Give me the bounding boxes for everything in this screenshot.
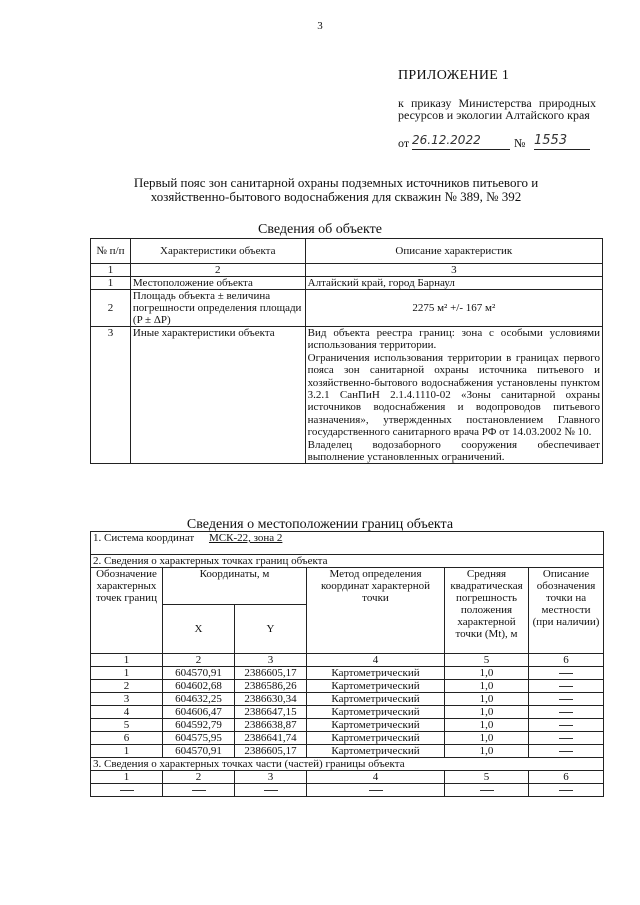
- number-label: №: [514, 136, 526, 150]
- point-marking: [529, 719, 604, 732]
- column-index-row: [91, 654, 604, 667]
- dash-mark: [559, 686, 573, 687]
- index-cell: 6: [529, 654, 604, 667]
- point-header: Обозначение характерных точек границ: [91, 568, 163, 654]
- point-x: 604602,68: [163, 680, 235, 693]
- row-name: Местоположение объекта: [130, 277, 305, 290]
- x-header: X: [163, 605, 235, 654]
- point-y: 2386630,34: [235, 693, 307, 706]
- parts-index-row: [91, 771, 604, 784]
- point-error: 1,0: [445, 706, 529, 719]
- points-header-row: [91, 568, 604, 605]
- point-error: 1,0: [445, 732, 529, 745]
- parts-heading: 3. Сведения о характерных точках части (частей) границы объекта: [91, 758, 604, 771]
- index-cell: 2: [163, 771, 235, 784]
- dash-mark: [559, 725, 573, 726]
- point-method: Картометрический: [307, 706, 445, 719]
- point-y: 2386586,26: [235, 680, 307, 693]
- value-paragraph: Владелец водозаборного сооружения обеспечивает выполнение установленных ограничений.: [307, 438, 600, 464]
- empty-cell: [91, 784, 163, 797]
- table-row: [91, 745, 604, 758]
- dash-mark: [480, 790, 494, 791]
- point-id: 1: [91, 745, 163, 758]
- dash-mark: [559, 790, 573, 791]
- coord-system-label: 1. Система координат: [93, 532, 195, 544]
- empty-cell: [445, 784, 529, 797]
- index-cell: 3: [235, 771, 307, 784]
- table-row: [91, 667, 604, 680]
- empty-cell: [235, 784, 307, 797]
- order-signature-line: [398, 133, 596, 152]
- document-title: Первый пояс зон санитарной охраны подземных источников питьевого и хозяйственно-бытового водоснабжения для скважин № 389, № 392: [133, 175, 539, 204]
- index-cell: 4: [307, 654, 445, 667]
- object-section-heading: Сведения об объекте: [258, 222, 382, 237]
- dash-mark: [559, 712, 573, 713]
- row-number: 2: [91, 290, 131, 327]
- handwritten-number: 1553: [534, 133, 568, 148]
- index-cell: 2: [130, 264, 305, 277]
- index-cell: 1: [91, 654, 163, 667]
- value-paragraph: Ограничения использования территории в границах первого пояса зон санитарной охраны источника питьевого и хозяйственно-бытового водоснабжения установлены пунктом 3.2.1 СанПиН 2.1.4.1110-02 «Зоны санитарной охраны источников водоснабжения и водопроводов питьевого назначения», утвержденных постановлением Главного государственного санитарного врача РФ от 14.03.2002 № 10.: [307, 351, 600, 439]
- row-number: 1: [91, 277, 131, 290]
- point-marking: [529, 667, 604, 680]
- dash-mark: [559, 699, 573, 700]
- dash-mark: [264, 790, 278, 791]
- point-x: 604570,91: [163, 667, 235, 680]
- point-error: 1,0: [445, 680, 529, 693]
- marking-header: Описание обозначения точки на местности (при наличии): [529, 568, 604, 654]
- number-underline: [534, 149, 590, 150]
- empty-cell: [307, 784, 445, 797]
- appendix-title: ПРИЛОЖЕНИЕ 1: [398, 68, 510, 83]
- coord-system-row: [91, 532, 604, 545]
- row-name: Иные характеристики объекта: [130, 327, 305, 464]
- parts-empty-row: [91, 784, 604, 797]
- point-method: Картометрический: [307, 680, 445, 693]
- dash-mark: [559, 751, 573, 752]
- point-id: 6: [91, 732, 163, 745]
- dash-mark: [559, 738, 573, 739]
- table-row: [91, 290, 603, 327]
- date-underline: [412, 149, 510, 150]
- object-table: [90, 238, 603, 464]
- table-row: [91, 719, 604, 732]
- point-method: Картометрический: [307, 719, 445, 732]
- point-x: 604632,25: [163, 693, 235, 706]
- coords-header: Координаты, м: [163, 568, 307, 605]
- point-error: 1,0: [445, 693, 529, 706]
- point-id: 1: [91, 667, 163, 680]
- point-x: 604570,91: [163, 745, 235, 758]
- y-header: Y: [235, 605, 307, 654]
- point-marking: [529, 732, 604, 745]
- coord-system-value: МСК-22, зона 2: [208, 532, 283, 544]
- point-x: 604592,79: [163, 719, 235, 732]
- point-y: 2386647,15: [235, 706, 307, 719]
- point-method: Картометрический: [307, 667, 445, 680]
- point-x: 604575,95: [163, 732, 235, 745]
- point-method: Картометрический: [307, 745, 445, 758]
- index-cell: 2: [163, 654, 235, 667]
- parts-heading-row: [91, 758, 604, 771]
- index-cell: 5: [445, 771, 529, 784]
- point-error: 1,0: [445, 667, 529, 680]
- row-name: Площадь объекта ± величина погрешности определения площади (P ± ΔP): [130, 290, 305, 327]
- point-y: 2386641,74: [235, 732, 307, 745]
- method-header: Метод определения координат характерной точки: [307, 568, 445, 654]
- point-method: Картометрический: [307, 732, 445, 745]
- point-marking: [529, 680, 604, 693]
- point-marking: [529, 693, 604, 706]
- point-method: Картометрический: [307, 693, 445, 706]
- table-index-row: [91, 264, 603, 277]
- row-value: [305, 327, 602, 464]
- point-error: 1,0: [445, 719, 529, 732]
- points-heading-row: [91, 555, 604, 568]
- point-marking: [529, 745, 604, 758]
- point-id: 2: [91, 680, 163, 693]
- row-value: 2275 м² +/- 167 м²: [305, 290, 602, 327]
- page-number: 3: [317, 20, 323, 32]
- handwritten-date: 26.12.2022: [412, 133, 481, 147]
- index-cell: 3: [235, 654, 307, 667]
- point-id: 4: [91, 706, 163, 719]
- col-desc-header: Описание характеристик: [305, 239, 602, 264]
- row-value: Алтайский край, город Барнаул: [305, 277, 602, 290]
- table-row: [91, 693, 604, 706]
- location-table: [90, 531, 604, 797]
- appendix-order-text: к приказу Министерства природных ресурсов и экологии Алтайского края: [398, 96, 596, 122]
- table-row: [91, 680, 604, 693]
- point-y: 2386605,17: [235, 745, 307, 758]
- error-header: Средняя квадратическая погрешность положения характерной точки (Mt), м: [445, 568, 529, 654]
- index-cell: 6: [529, 771, 604, 784]
- index-cell: 4: [307, 771, 445, 784]
- point-x: 604606,47: [163, 706, 235, 719]
- empty-cell: [163, 784, 235, 797]
- location-section-heading: Сведения о местоположении границ объекта: [186, 517, 454, 532]
- point-id: 3: [91, 693, 163, 706]
- point-y: 2386605,17: [235, 667, 307, 680]
- dash-mark: [192, 790, 206, 791]
- dash-mark: [369, 790, 383, 791]
- empty-cell: [529, 784, 604, 797]
- value-paragraph: Вид объекта реестра границ: зона с особыми условиями использования территории.: [307, 327, 600, 352]
- table-row: [91, 732, 604, 745]
- index-cell: 5: [445, 654, 529, 667]
- col-char-header: Характеристики объекта: [130, 239, 305, 264]
- point-marking: [529, 706, 604, 719]
- spacer-row: [91, 544, 604, 555]
- row-number: 3: [91, 327, 131, 464]
- table-row: [91, 277, 603, 290]
- point-id: 5: [91, 719, 163, 732]
- points-heading: 2. Сведения о характерных точках границ объекта: [91, 555, 604, 568]
- col-num-header: № п/п: [91, 239, 131, 264]
- table-row: [91, 706, 604, 719]
- index-cell: 1: [91, 264, 131, 277]
- table-row: [91, 327, 603, 464]
- index-cell: 1: [91, 771, 163, 784]
- dash-mark: [559, 673, 573, 674]
- index-cell: 3: [305, 264, 602, 277]
- point-error: 1,0: [445, 745, 529, 758]
- table-header-row: [91, 239, 603, 264]
- from-label: от: [398, 136, 410, 150]
- dash-mark: [120, 790, 134, 791]
- point-y: 2386638,87: [235, 719, 307, 732]
